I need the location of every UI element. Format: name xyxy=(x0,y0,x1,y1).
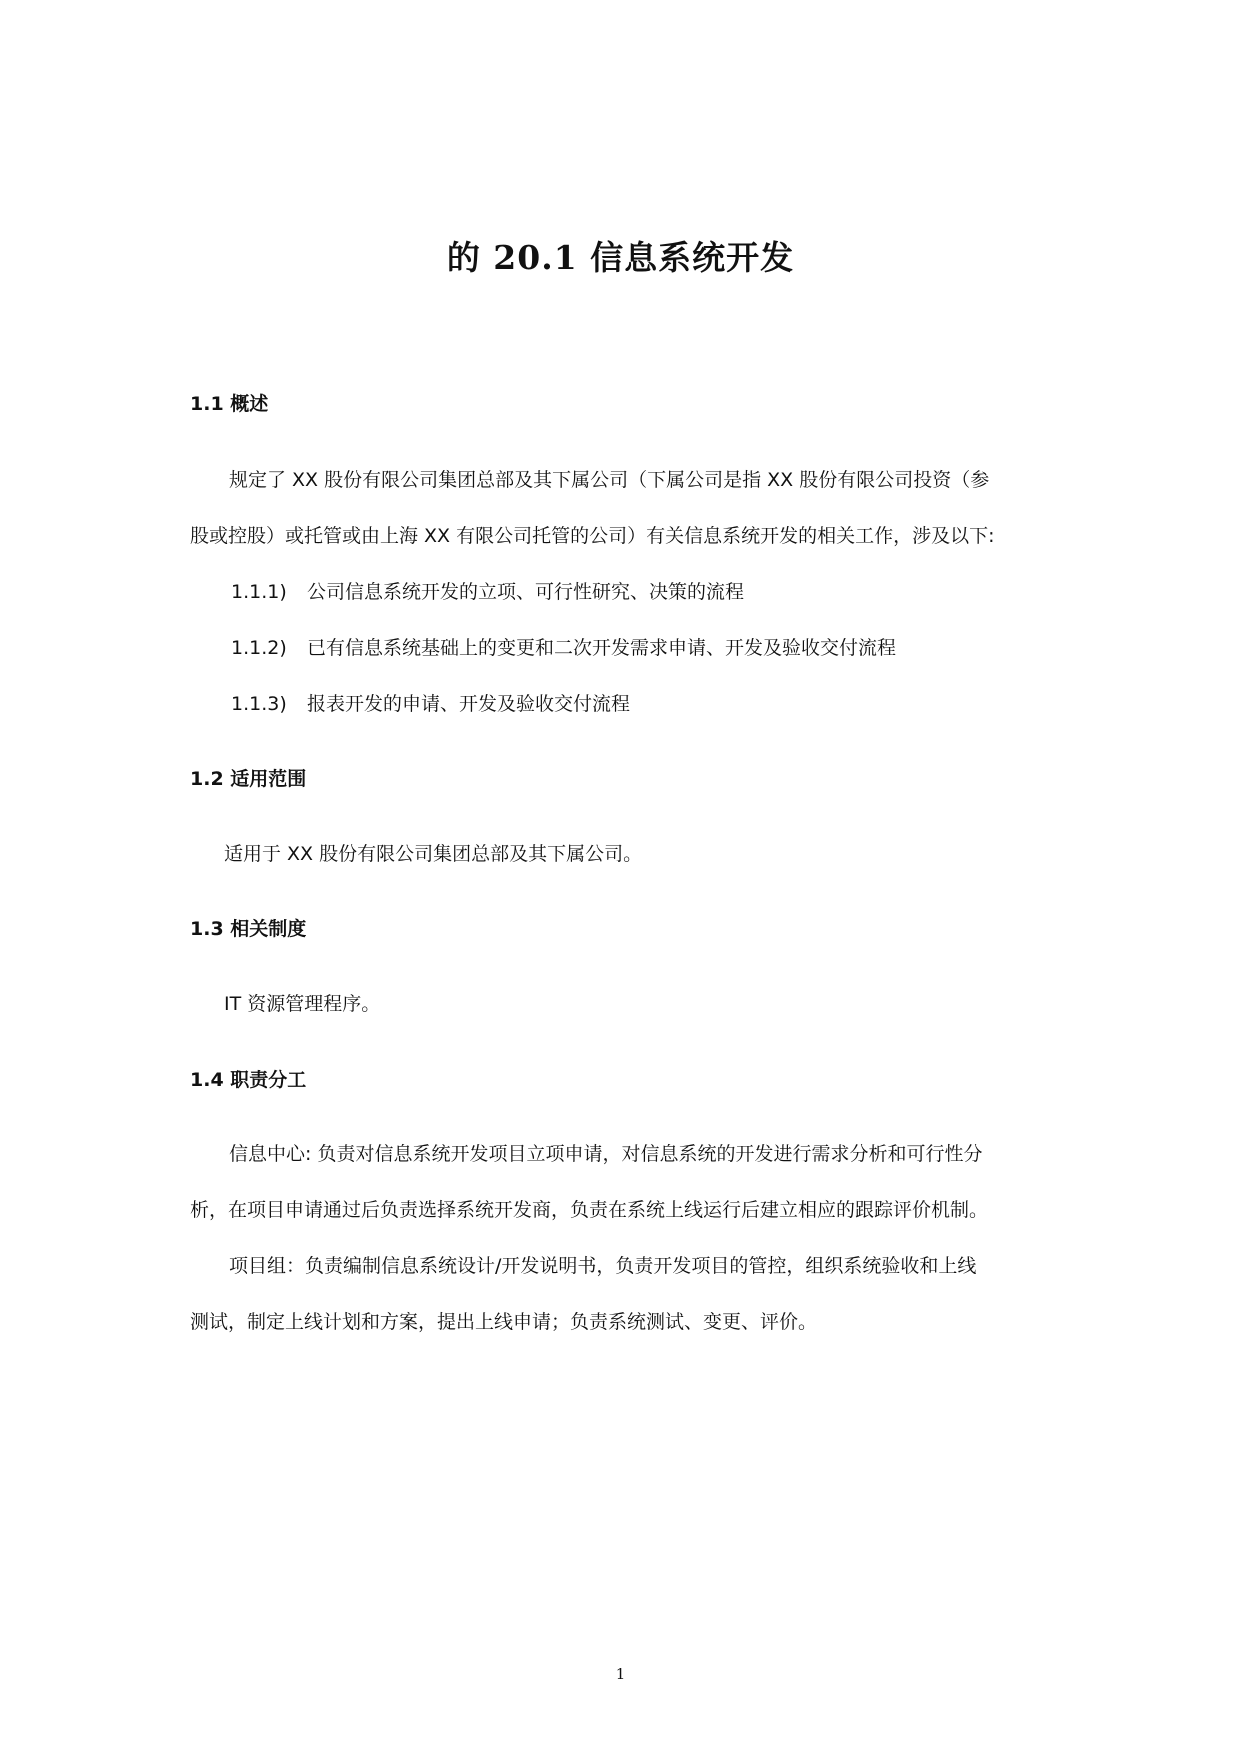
list-item-text: 已有信息系统基础上的变更和二次开发需求申请、开发及验收交付流程 xyxy=(307,637,897,659)
list-item-number: 1.1.2) xyxy=(231,637,287,659)
section-heading-overview: 1.1 概述 xyxy=(190,393,269,415)
list-item-number: 1.1.3) xyxy=(231,693,287,715)
list-item-number: 1.1.1) xyxy=(231,581,287,603)
responsibility-paragraph-1-line-2: 析，在项目申请通过后负责选择系统开发商，负责在系统上线运行后建立相应的跟踪评价机制。 xyxy=(190,1199,989,1221)
overview-paragraph-line-1: 规定了 XX 股份有限公司集团总部及其下属公司（下属公司是指 XX 股份有限公司投资（参 xyxy=(229,469,990,491)
overview-paragraph-line-2: 股或控股）或托管或由上海 XX 有限公司托管的公司）有关信息系统开发的相关工作，涉及以下: xyxy=(190,525,995,547)
related-rules-paragraph: IT 资源管理程序。 xyxy=(224,993,381,1015)
responsibility-paragraph-1-line-1: 信息中心: 负责对信息系统开发项目立项申请，对信息系统的开发进行需求分析和可行性分 xyxy=(229,1143,983,1165)
section-heading-related-rules: 1.3 相关制度 xyxy=(190,918,307,940)
list-item-text: 报表开发的申请、开发及验收交付流程 xyxy=(307,693,631,715)
responsibility-paragraph-2-line-2: 测试，制定上线计划和方案，提出上线申请；负责系统测试、变更、评价。 xyxy=(190,1311,818,1333)
section-heading-responsibilities: 1.4 职责分工 xyxy=(190,1069,307,1091)
responsibility-paragraph-2-line-1: 项目组：负责编制信息系统设计/开发说明书，负责开发项目的管控，组织系统验收和上线 xyxy=(229,1255,977,1277)
scope-paragraph: 适用于 XX 股份有限公司集团总部及其下属公司。 xyxy=(224,843,643,865)
list-item-text: 公司信息系统开发的立项、可行性研究、决策的流程 xyxy=(307,581,745,603)
section-heading-scope: 1.2 适用范围 xyxy=(190,768,307,790)
document-title: 的 20.1 信息系统开发 xyxy=(446,238,795,277)
page-number: 1 xyxy=(615,1665,626,1683)
